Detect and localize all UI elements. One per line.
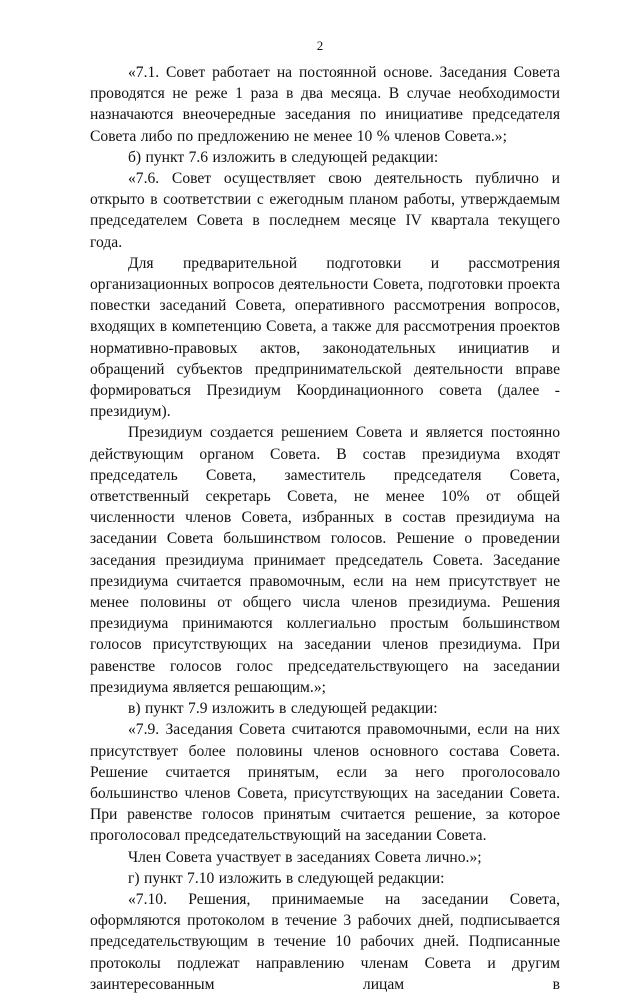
- paragraph-amend-7-9: в) пункт 7.9 изложить в следующей редакции:: [128, 700, 438, 718]
- paragraph-7-6: «7.6. Совет осуществляет свою деятельность публично и открыто в соответствии с ежегодным планом работы, утверждаемым председателем Совета в последнем месяце IV квартала текущего года.: [90, 170, 560, 251]
- paragraph-7-1: «7.1. Совет работает на постоянной основе. Заседания Совета проводятся не реже 1 раза в два месяца. В случае необходимости назначаются внеочередные заседания по инициативе председателя Совета либо по предложению не менее 10 % членов Совета.»;: [90, 64, 560, 145]
- paragraph-member-participation: Член Совета участвует в заседаниях Совета лично.»;: [128, 848, 482, 866]
- page-number: 2: [316, 38, 324, 53]
- paragraph-7-10: «7.10. Решения, принимаемые на заседании Совета, оформляются протоколом в течение 3 рабочих дней, подписывается председательствующим в течение 10 рабочих дней. Подписанные протоколы подлежат направлению членам Совета и другим заинтересованным лицам в: [90, 890, 560, 993]
- paragraph-7-9: «7.9. Заседания Совета считаются правомочными, если на них присутствует более половины членов основного состава Совета. Решение считается принятым, если за него проголосовало большинство членов Совета, присутствующих на заседании Совета. При равенстве голосов принятым считается решение, за которое проголосовал председательствующий на заседании Совета.: [90, 721, 560, 845]
- paragraph-amend-7-6: б) пункт 7.6 изложить в следующей редакции:: [128, 148, 439, 166]
- paragraph-presidium-composition: Президиум создается решением Совета и является постоянно действующим органом Совета. В состав президиума входят председатель Совета, заместитель председателя Совета, ответственный секретарь Совета, не менее 10% от общей численности членов Совета, избранных в состав президиума на заседании Совета большинством голосов. Решение о проведении заседания президиума принимает председатель Совета. Заседание президиума считается правомочным, если на нем присутствует не менее половины от общего числа членов президиума. Решения президиума принимаются коллегиально простым большинством голосов присутствующих на заседании членов президиума. При равенстве голосов голос председательствующего на заседании президиума является решающим.»;: [90, 424, 560, 696]
- paragraph-amend-7-10: г) пункт 7.10 изложить в следующей редакции:: [128, 869, 445, 887]
- document-body: [90, 62, 560, 995]
- paragraph-presidium-formation: Для предварительной подготовки и рассмотрения организационных вопросов деятельности Совета, подготовки проекта повестки заседаний Совета, оперативного рассмотрения вопросов, входящих в компетенцию Совета, а также для рассмотрения проектов нормативно-правовых актов, законодательных инициатив и обращений субъектов предпринимательской деятельности вправе формироваться Президиум Координационного совета (далее - президиум).: [90, 254, 560, 421]
